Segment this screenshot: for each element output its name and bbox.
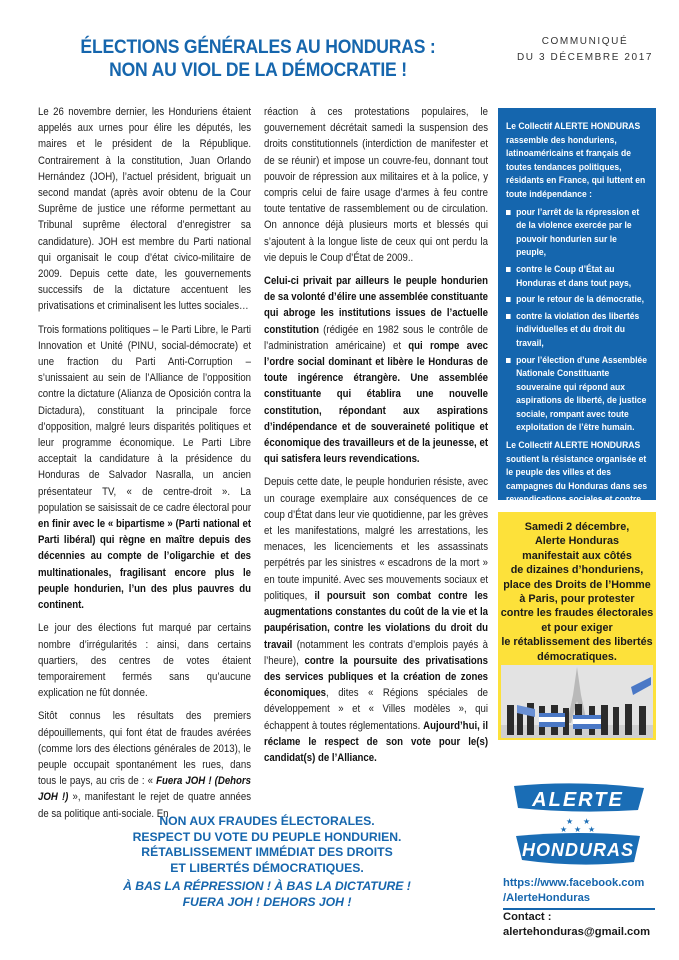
text-run: , dites « Régions spéciales de développement » et « Villes modèles », qui échappent à toutes réglementations. [264,687,489,732]
list-item: pour l’arrêt de la répression et de la violence exercée par le pouvoir hondurien sur le peuple, [506,206,649,260]
contact-label: Contact : [503,911,552,923]
text-run: Depuis cette date, le peuple hondurien résiste, avec un courage exemplaire aux conséquences de ce coup d’État dans leur vie quotidienne, par les grèves et les manifestations, malgré les arrestations, les menaces, les licenciements et les assassinats perpétrés par les sinistres « escadrons de la mort » en toute impunité. Avec ses mouvements sociaux et politiques, [264,476,489,602]
title-line-2: NON AU VIOL DE LA DÉMOCRATIE ! [109,59,407,81]
slogan-line: RÉTABLISSEMENT IMMÉDIAT DES DROITS [141,845,393,860]
protest-photo [501,665,653,738]
title-line-1: ÉLECTIONS GÉNÉRALES AU HONDURAS : [80,36,436,58]
svg-text:★: ★ [588,825,596,834]
text-run: Sitôt connus les résultats des premiers dépouillements, qui font état de fraudes avérées (comme lors des élections générales de 2013), le peuple occupait spontanément les rues, dans tous le pays, au cris de : « [38,710,252,788]
logo-word-2: HONDURAS [521,840,635,860]
collective-intro: Le Collectif ALERTE HONDURAS rassemble des honduriens, latinoaméricains et français de toutes tendances politiques, résidants en France, qui luttent en toute indépendance : [506,121,646,199]
slogan-italic-line: FUERA JOH ! DEHORS JOH ! [182,894,352,909]
square-bullet-icon [506,358,511,363]
text-run: (notamment les contrats d’emplois payés à l’heure), [264,638,489,667]
square-bullet-icon [506,210,511,215]
collective-outro: Le Collectif ALERTE HONDURAS soutient la résistance organisée et le peuple des villes et des campagnes du Honduras dans ses revendications sociales et contre [506,440,648,505]
svg-text:★: ★ [566,817,574,826]
paragraph: Le jour des élections fut marqué par certains nombre d’irrégularités : ainsi, dans certains quartiers, des centres de votes étaient temporairement fermés sans qu’aucune explication ne fût donnée. [38,622,252,700]
protest-photo-illustration [501,665,653,738]
paragraph: réaction à ces protestations populaires, le gouvernement décrétait samedi la suspension des droits constitutionnels (interdiction de manifester et de se réunir) et impose un couvre-feu, donnant tout pouvoir de répression aux militaires et à la police, y compris celui de faire usage d’armes à feu contre toute tentative de rassemblement ou de circulation. On annonce déjà plusieurs morts et blessés qui s’ajoutent à la longue liste de ceux qui ont perdu la vie depuis le Coup d’État de 2009.. [264,106,489,264]
slogan-line: NON AUX FRAUDES ÉLECTORALES. [159,814,375,828]
collective-goals-list [506,206,649,436]
text-run: Trois formations politiques – le Parti Libre, le Parti Innovation et Unité (PINU, social-démocrate) et une fraction du Parti Anti-Corruption – s’unissaient au sein de l’Alliance de l’opposition contre la dictature (Alianza de Oposición contra la Dictadura), constituant la principale force d’opposition, malgré leurs disparités politiques et leur programme économique. Le Parti Libre acceptait la candidature à la présidence du Honduras de Salvador Nasralla, un ancien présentateur TV, « de centre-droit ». La population se saisissait de ce cadre électoral pour [38,323,252,514]
facebook-link-line-2[interactable]: /AlerteHonduras [503,892,591,904]
bold-text: contre la poursuite des privatisations des services publiques et la création de zones économiques [264,654,489,700]
facebook-link-line-1[interactable]: https://www.facebook.com [503,877,645,889]
article-column-1 [38,104,251,829]
facebook-link[interactable] [503,876,663,906]
bold-text: en finir avec le « bipartisme » (Parti national et Parti libéral) qui règne en maître depuis des décennies au compte de l’oligarchie et des multinationales, fragilisant encore plus le peuple hondurien, l’un des plus pauvres du continent. [38,518,252,612]
list-item: pour l’élection d’une Assemblée Nationale Constituante souveraine qui répond aux aspirations de liberté, de justice sociale, rompant avec toute exploitation de l’être humain. [506,354,649,436]
square-bullet-icon [506,267,511,272]
page-title [60,36,456,82]
bold-italic-text: Fuera JOH ! (Dehors JOH !) [38,775,252,804]
stars-icon [560,817,595,834]
list-item: pour le retour de la démocratie, [506,293,649,307]
text-run: (rédigée en 1982 sous le contrôle de l’administration américaine) et [264,323,489,352]
communique-header [500,34,670,66]
article-column-2 [264,104,488,773]
list-item: contre le Coup d’État au Honduras et dans tout pays, [506,263,649,290]
svg-text:★: ★ [583,817,591,826]
text-run: », manifestant le rejet de quatre années de sa politique anti-sociale. En [38,791,252,820]
slogan-line: RESPECT DU VOTE DU PEUPLE HONDURIEN. [132,829,402,844]
paragraph [38,322,251,614]
svg-text:★: ★ [574,825,582,834]
bold-text: Aujourd’hui, il réclame le respect de son vote pour le(s) candidat(s) de l’Alliance. [264,719,489,764]
paragraph [38,708,251,821]
communique-label: COMMUNIQUÉ [541,36,629,47]
paragraph [264,273,488,467]
square-bullet-icon [506,297,511,302]
bold-text: Celui-ci privait par ailleurs le peuple hondurien de sa volonté d’élire une assemblée constituante qui abroge les institutions issues de l’actuelle constitution [264,275,489,336]
list-item: contre la violation des libertés individuelles et du droit du travail, [506,310,649,351]
collective-info-box [498,108,656,505]
event-box [498,512,656,740]
svg-text:★: ★ [560,825,568,834]
logo-word-1: ALERTE [532,789,624,811]
bold-text: il poursuit son combat contre les augmentations constantes du coût de la vie et la paupérisation, contre les violations du droit du travail [264,589,489,651]
contact-block [503,910,673,940]
event-text: Samedi 2 décembre, Alerte Honduras manifestait aux côtés de dizaines d’honduriens, place des Droits de l’Homme à Paris, pour protester contre les fraudes électorales et pour exiger le rétablissement des libertés démocratiques. [500,521,654,663]
square-bullet-icon [506,314,511,319]
paragraph [264,474,488,766]
paragraph: Le 26 novembre dernier, les Honduriens étaient appelés aux urnes pour élire les députés, les maires et le président de la République. Contrairement à la constitution, Juan Orlando Hernández (JOH), l’actuel président, briguait un second mandat (après avoir obtenu de la Cour Suprême de justice une réforme permettant au Tribunal suprême électoral d’enregistrer sa candidature). JOH est membre du Parti national qui organisait le coup d’état civico-militaire de 2009. Depuis cette date, les gouvernements successifs de la dictature accentuent les privatisations et criminalisent les luttes sociales… [38,106,252,313]
alerte-honduras-logo [508,780,648,870]
contact-email[interactable]: alertehonduras@gmail.com [503,926,651,938]
slogans-block [92,814,442,911]
communique-date: DU 3 DÉCEMBRE 2017 [516,52,654,63]
logo-graphic [508,780,648,870]
slogan-line: ET LIBERTÉS DÉMOCRATIQUES. [170,860,364,875]
bold-text: qui rompe avec l’ordre social dominant et libère le Honduras de toute ingérence étrangère. Une assemblée constituante qui établira une nouvelle constitution, répondant aux aspirations d’indépendance et de souveraineté politique et économique des travailleurs et de la jeunesse, et qui satisfera leurs revendications. [264,339,489,466]
slogan-italic-line: À BAS LA RÉPRESSION ! À BAS LA DICTATURE ! [123,879,411,894]
